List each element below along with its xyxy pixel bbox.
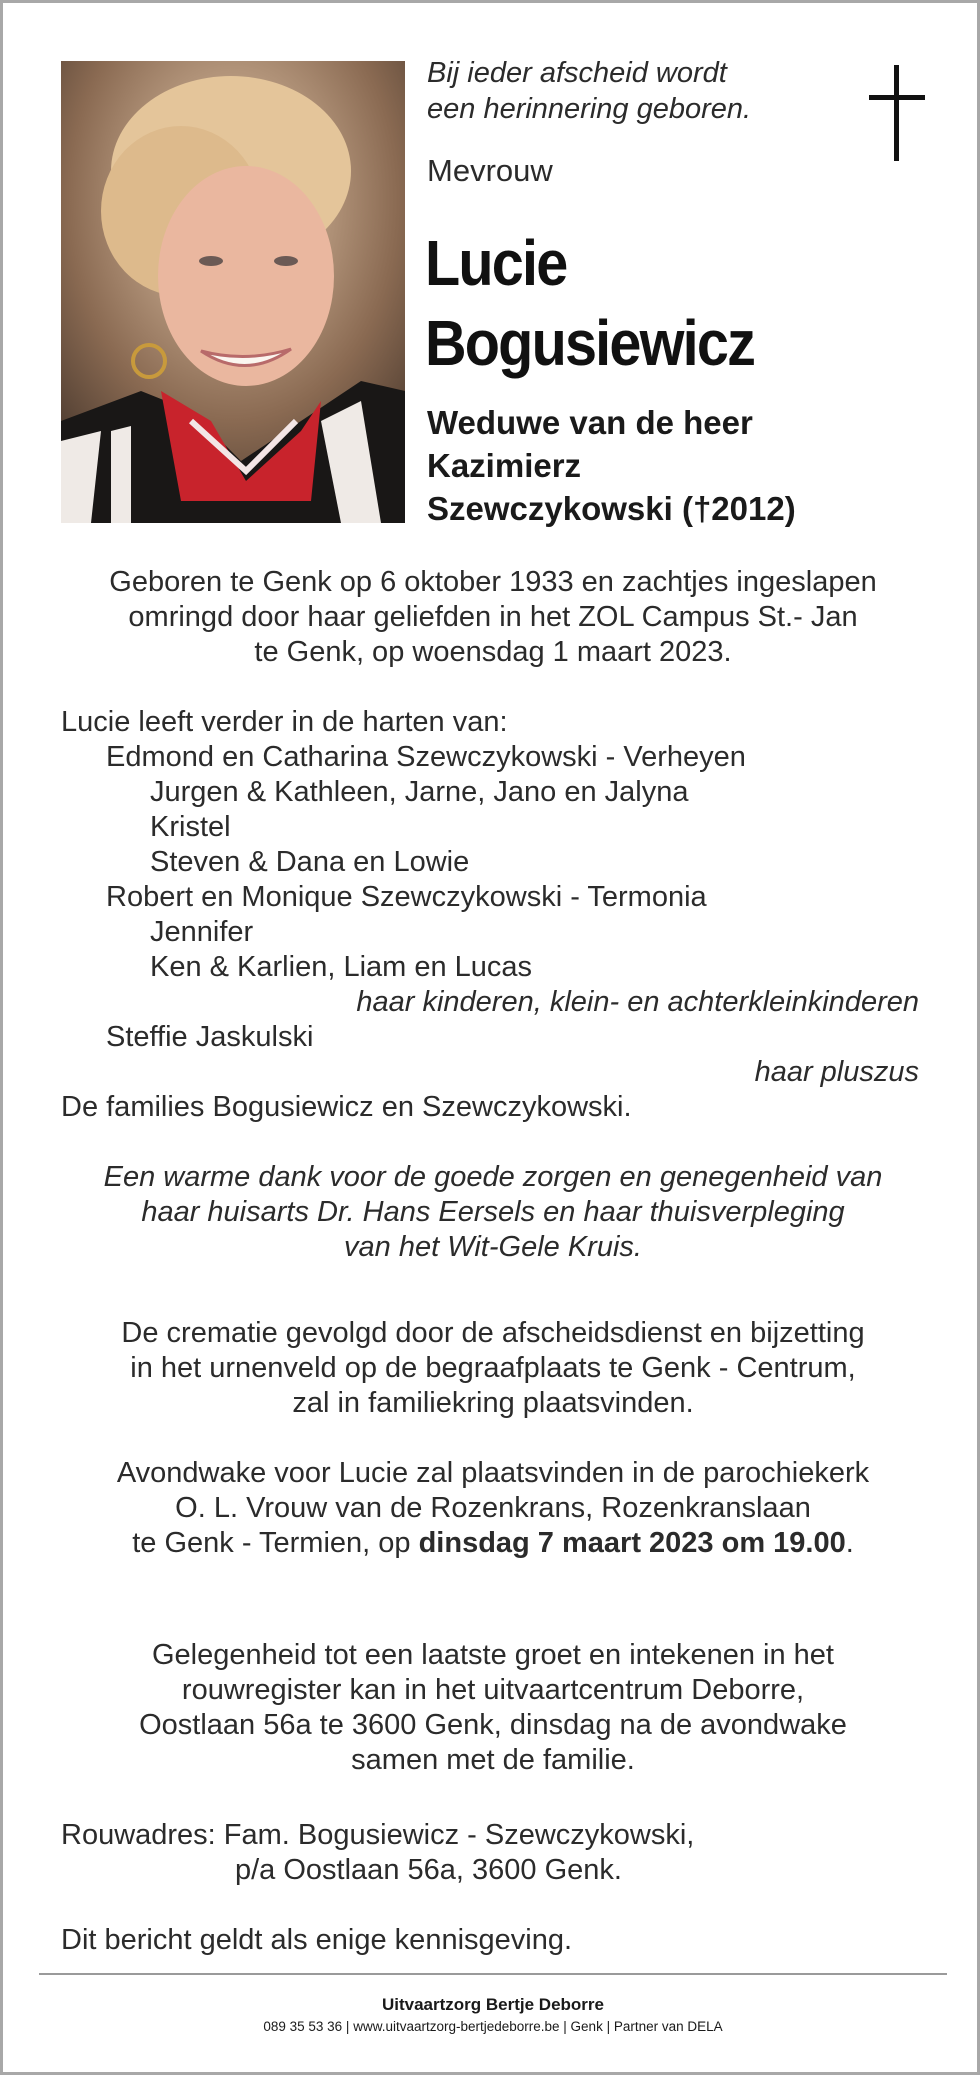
survivor-line: Edmond en Catharina Szewczykowski - Verheyen — [106, 741, 746, 773]
visit-line: samen met de familie. — [351, 1744, 635, 1776]
survivor-line: Steffie Jaskulski — [106, 1021, 314, 1053]
visit-line: Gelegenheid tot een laatste groet en intekenen in het — [151, 1639, 834, 1671]
thanks-line: Een warme dank voor de goede zorgen en genegenheid van — [103, 1161, 883, 1193]
first-name: Lucie — [425, 227, 567, 299]
notice-line: Dit bericht geldt als enige kennisgeving. — [61, 1924, 573, 1956]
survivors-intro: Lucie leeft verder in de harten van: — [61, 706, 508, 738]
birth-line: te Genk, op woensdag 1 maart 2023. — [254, 636, 732, 668]
funeral-home-name: Uitvaartzorg Bertje Deborre — [381, 1995, 604, 2014]
wake-line — [43, 1526, 943, 1561]
birth-line: Geboren te Genk op 6 oktober 1933 en zachtjes ingeslapen — [109, 566, 877, 598]
cremation-line: in het urnenveld op de begraafplaats te Genk - Centrum, — [130, 1352, 856, 1384]
survivor-role: haar kinderen, klein- en achterkleinkinderen — [356, 986, 919, 1018]
cremation-line: zal in familiekring plaatsvinden. — [292, 1387, 694, 1419]
visit-line: Oostlaan 56a te 3600 Genk, dinsdag na de avondwake — [139, 1709, 847, 1741]
survivor-role: haar pluszus — [754, 1056, 919, 1088]
thanks-line: haar huisarts Dr. Hans Eersels en haar thuisverpleging — [141, 1196, 845, 1228]
motto-line: Bij ieder afscheid wordt — [427, 57, 727, 89]
survivor-line: Steven & Dana en Lowie — [150, 846, 470, 878]
survivor-line: Robert en Monique Szewczykowski - Termonia — [106, 881, 707, 913]
last-name: Bogusiewicz — [425, 307, 755, 379]
survivor-line: Ken & Karlien, Liam en Lucas — [150, 951, 533, 983]
footer-divider — [39, 1973, 947, 1975]
visit-line: rouwregister kan in het uitvaartcentrum Deborre, — [181, 1674, 805, 1706]
birth-line: omringd door haar geliefden in het ZOL Campus St.- Jan — [128, 601, 858, 633]
wake-line: O. L. Vrouw van de Rozenkrans, Rozenkranslaan — [175, 1492, 811, 1524]
survivor-line: Kristel — [150, 811, 231, 843]
portrait-photo — [61, 61, 405, 523]
wake-line: Avondwake voor Lucie zal plaatsvinden in de parochiekerk — [116, 1457, 870, 1489]
cross-icon — [869, 65, 925, 161]
deceased-name — [425, 223, 754, 383]
honorific: Mevrouw — [427, 153, 553, 188]
address-line: Rouwadres: Fam. Bogusiewicz - Szewczykowski, — [61, 1819, 695, 1851]
spouse-line: Kazimierz — [427, 447, 582, 484]
funeral-home-contact: 089 35 53 36 | www.uitvaartzorg-bertjedeborre.be | Genk | Partner van DELA — [263, 2019, 723, 2034]
families-line: De families Bogusiewicz en Szewczykowski. — [61, 1091, 632, 1123]
survivor-line: Jennifer — [150, 916, 254, 948]
spouse-line: Weduwe van de heer — [427, 404, 753, 441]
address-line: p/a Oostlaan 56a, 3600 Genk. — [235, 1854, 622, 1886]
motto-line: een herinnering geboren. — [427, 93, 752, 125]
motto — [427, 55, 751, 127]
wake-text: te Genk - Termien, op — [132, 1527, 419, 1559]
survivor-line: Jurgen & Kathleen, Jarne, Jano en Jalyna — [150, 776, 689, 808]
spouse-info — [427, 401, 796, 530]
spouse-line: Szewczykowski (†2012) — [427, 490, 796, 527]
wake-date: dinsdag 7 maart 2023 om 19.00 — [418, 1527, 846, 1559]
cremation-line: De crematie gevolgd door de afscheidsdienst en bijzetting — [121, 1317, 865, 1349]
wake-text: . — [845, 1527, 854, 1559]
thanks-line: van het Wit-Gele Kruis. — [344, 1231, 642, 1263]
